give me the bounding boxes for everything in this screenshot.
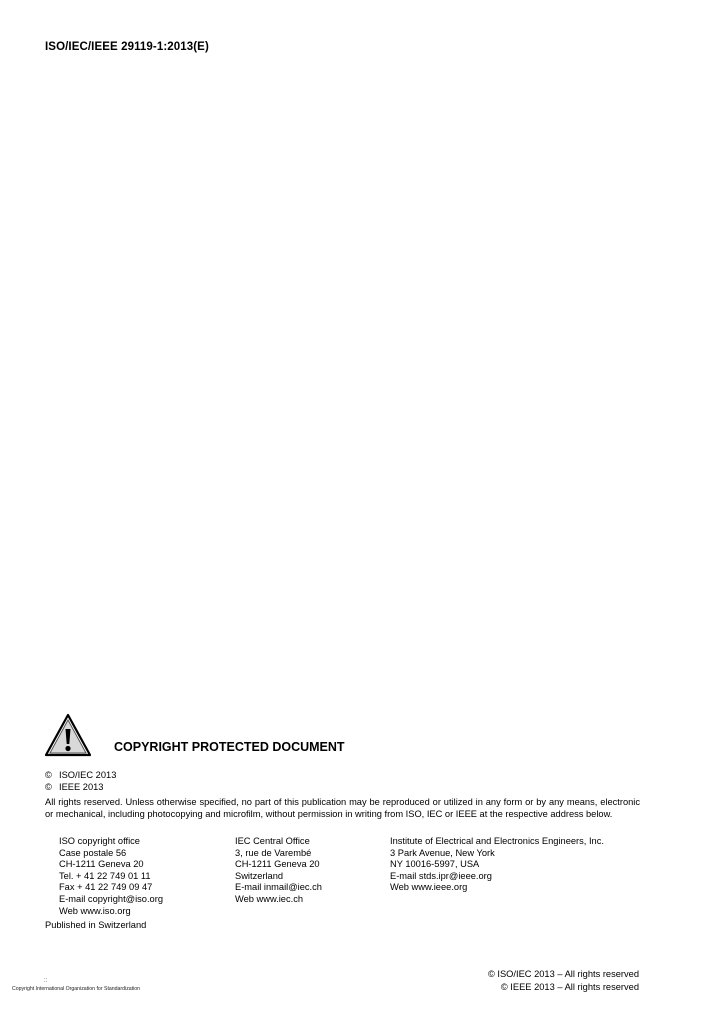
- address-line: Web www.iso.org: [59, 905, 131, 916]
- address-line: ISO copyright office: [59, 836, 140, 846]
- address-line: IEC Central Office: [235, 836, 310, 846]
- rights-statement: All rights reserved. Unless otherwise specified, no part of this publication may be reproduced or utilized in any form or by any means, electronic or mechanical, including photocopying and microfilm, without permission in writing from ISO, IEC or IEEE at the respective address below.: [45, 797, 640, 820]
- footer-mark: ::: [44, 978, 48, 984]
- copyright-line-ieee: [45, 781, 103, 793]
- address-line: 3, rue de Varembé: [235, 847, 312, 858]
- address-line: Fax + 41 22 749 09 47: [59, 882, 153, 893]
- address-line: Tel. + 41 22 749 01 11: [59, 870, 151, 881]
- ieee-address-block: [390, 836, 604, 894]
- address-line: 3 Park Avenue, New York: [390, 847, 495, 858]
- footer-rights-line: © ISO/IEC 2013 – All rights reserved: [487, 969, 639, 979]
- iec-address-block: [235, 836, 322, 906]
- address-line: E-mail stds.ipr@ieee.org: [390, 870, 492, 881]
- warning-triangle-icon: [43, 712, 93, 758]
- address-line: CH-1211 Geneva 20: [235, 859, 320, 870]
- document-identifier: ISO/IEC/IEEE 29119-1:2013(E): [45, 41, 209, 53]
- address-line: Switzerland: [235, 870, 284, 881]
- copyright-symbol: ©: [45, 782, 52, 792]
- copyright-symbol: ©: [45, 770, 52, 780]
- copyright-title: COPYRIGHT PROTECTED DOCUMENT: [114, 740, 345, 754]
- copyright-holder: ISO/IEC 2013: [59, 770, 117, 780]
- footer-copyright-small: Copyright International Organization for Standardization: [12, 986, 141, 992]
- footer-rights-line: © IEEE 2013 – All rights reserved: [500, 982, 639, 992]
- address-line: Case postale 56: [59, 847, 127, 858]
- address-line: E-mail inmail@iec.ch: [235, 882, 322, 893]
- address-line: CH-1211 Geneva 20: [59, 859, 144, 870]
- footer-rights: [488, 968, 639, 994]
- address-line: Institute of Electrical and Electronics Engineers, Inc.: [390, 836, 604, 846]
- address-line: Web www.ieee.org: [390, 882, 468, 893]
- address-line: Web www.iec.ch: [235, 893, 304, 904]
- address-line: NY 10016-5997, USA: [390, 859, 480, 870]
- iso-address-block: [59, 836, 163, 917]
- published-location: Published in Switzerland: [45, 920, 147, 930]
- copyright-holder: IEEE 2013: [59, 782, 104, 792]
- address-line: E-mail copyright@iso.org: [59, 893, 163, 904]
- copyright-line-iso: [45, 769, 116, 781]
